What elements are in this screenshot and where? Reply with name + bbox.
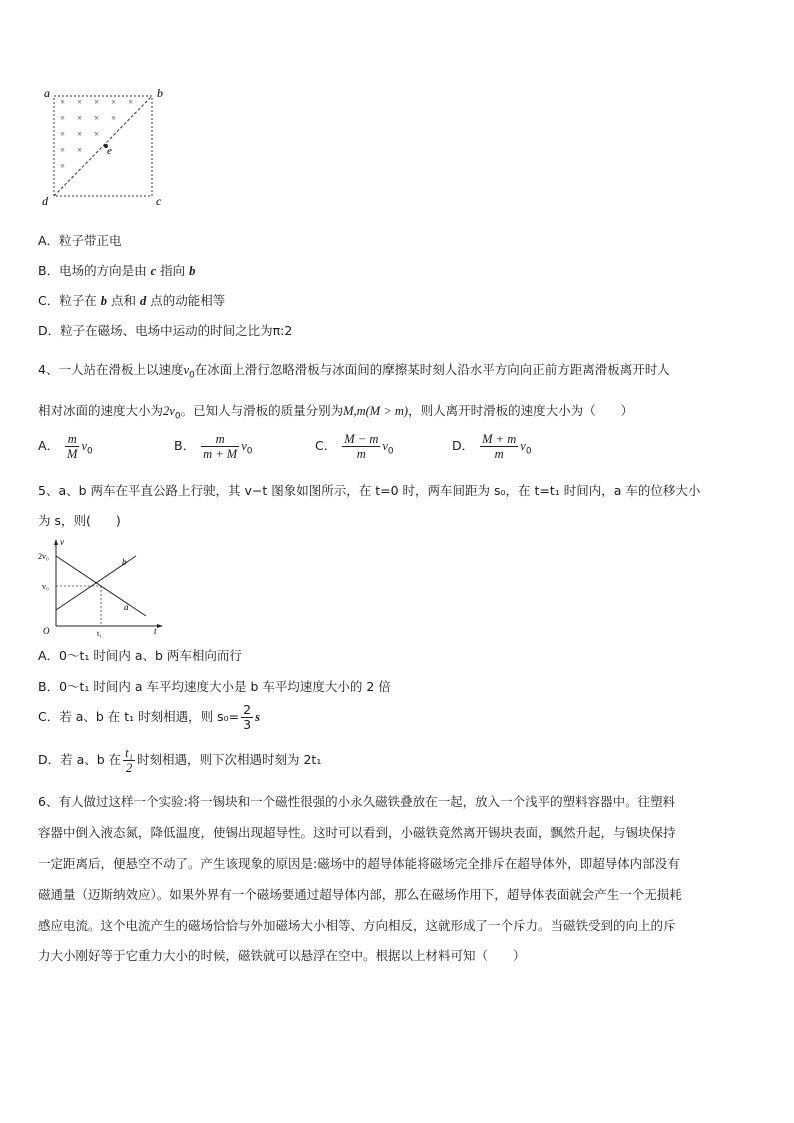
q5-option-d-den: 2 — [125, 761, 133, 775]
q4-option-c-v: v — [382, 439, 388, 453]
q5-line1: 5、a、b 两车在平直公路上行驶，其 v−t 图象如图所示，在 t=0 时，两车间距为 s₀，在 t=t₁ 时间内，a 车的位移大小 — [38, 483, 701, 498]
q4-option-b-num: m — [201, 432, 239, 447]
q6-line2: 容器中倒入液态氮，降低温度，使锡出现超导性。这时可以看到，小磁铁竟然离开锡块表面，飘然升起，与锡块保持 — [38, 825, 676, 840]
q4-line1-b: 在冰面上滑行忽略滑板与冰面间的摩擦某时刻人沿水平方向向正前方距离滑板离开时人 — [194, 362, 670, 377]
origin-label: O — [43, 626, 50, 636]
field-mark: × — [94, 97, 100, 107]
q4-masses: M,m(M > m) — [343, 404, 409, 418]
q5-option-b: B．0～t₁ 时间内 a 车平均速度大小是 b 车平均速度大小的 2 倍 — [38, 679, 391, 694]
q4-option-b-label: B． — [174, 438, 196, 453]
q4-option-d — [452, 432, 532, 461]
tick-v0: v₀ — [42, 582, 49, 591]
q5-option-d — [38, 746, 321, 775]
t-axis-arrow — [157, 624, 163, 628]
diagonal-line — [54, 96, 152, 196]
q4-speed-sub: 0 — [174, 411, 181, 422]
field-mark: × — [77, 129, 83, 139]
q5-option-d-num: t₁ — [125, 746, 133, 760]
q4-option-c — [315, 432, 394, 461]
q4-option-a-num: m — [65, 432, 79, 447]
q3-option-b-text: B．电场的方向是由 — [38, 263, 147, 278]
q5-option-c-num: 2 — [243, 702, 252, 717]
q6-line5: 感应电流。这个电流产生的磁场恰恰与外加磁场大小相等、方向相反，这就形成了一个斥力。当磁铁受到的向上的斥 — [38, 918, 676, 933]
tick-t1: t₁ — [97, 629, 103, 638]
corner-a-label: a — [44, 86, 50, 100]
q4-option-c-label: C． — [315, 438, 337, 453]
field-mark: × — [94, 129, 100, 139]
field-mark: × — [60, 113, 66, 123]
field-mark: × — [128, 97, 134, 107]
q4-option-a-den: M — [67, 447, 78, 461]
q5-option-c-den: 3 — [243, 717, 252, 732]
field-mark: × — [111, 113, 117, 123]
v-axis-label: v — [60, 537, 64, 547]
line-b-label: b — [122, 557, 127, 567]
q5-vt-graph — [36, 536, 168, 638]
q3-option-c-end: 点的动能相等 — [150, 293, 226, 308]
corner-d-label: d — [42, 194, 48, 208]
q4-line2-c: ，则人离开时滑板的速度大小为（ ） — [408, 403, 634, 418]
q6-line1: 6、有人做过这样一个实验:将一锡块和一个磁性很强的小永久磁铁叠放在一起，放入一个浅平的塑料容器中。往塑料 — [38, 794, 676, 809]
q5-option-d-b: 时刻相遇，则下次相遇时刻为 2t₁ — [137, 752, 322, 767]
figure-square-field — [36, 84, 172, 208]
q3-option-b-c: c — [150, 264, 157, 278]
q4-option-d-label: D． — [452, 438, 475, 453]
q5-option-c-s: s — [255, 710, 260, 724]
q6-line6: 力大小刚好等于它重力大小的时候，磁铁就可以悬浮在空中。根据以上材料可知（ ） — [38, 948, 526, 963]
q4-option-c-v-sub: 0 — [387, 446, 394, 457]
q4-option-a-v: v — [81, 439, 88, 453]
q6-line3: 一定距离后，便悬空不动了。产生该现象的原因是:磁场中的超导体能将磁场完全排斥在超导体外，即超导体内部没有 — [38, 856, 680, 871]
q4-option-d-den: m — [494, 447, 504, 461]
q4-option-a-label: A． — [38, 438, 60, 453]
q4-option-a — [38, 432, 93, 461]
field-mark: × — [111, 97, 117, 107]
q4-option-c-num: M − m — [344, 432, 379, 446]
field-mark: × — [60, 145, 66, 155]
field-mark: × — [60, 129, 66, 139]
field-mark: × — [77, 97, 83, 107]
q3-option-d: D．粒子在磁场、电场中运动的时间之比为π:2 — [38, 323, 293, 338]
field-mark: × — [94, 113, 100, 123]
line-a-label: a — [124, 602, 129, 612]
q3-option-c-text: C．粒子在 — [38, 293, 97, 308]
q4-option-a-v-sub: 0 — [87, 446, 93, 457]
tick-2v0: 2v₀ — [38, 552, 49, 561]
field-mark: × — [77, 113, 83, 123]
field-mark: × — [60, 161, 66, 171]
q4-speed: 2v — [163, 404, 175, 418]
q6-line4: 磁通量（迈斯纳效应）。如果外界有一个磁场要通过超导体内部，那么在磁场作用下，超导体表面就会产生一个无损耗 — [38, 887, 682, 902]
q4-option-b-den: m + M — [203, 447, 238, 461]
corner-c-label: c — [156, 194, 162, 208]
q5-option-a: A．0～t₁ 时间内 a、b 两车相向而行 — [38, 648, 242, 663]
field-mark: × — [60, 97, 66, 107]
q3-option-b — [38, 261, 195, 279]
t-axis-label: t — [154, 626, 157, 636]
field-mark: × — [77, 145, 83, 155]
q5-line2: 为 s，则( ) — [38, 513, 121, 528]
v-axis-arrow — [54, 539, 58, 545]
q4-option-d-v: v — [520, 439, 526, 453]
q3-option-b-b: b — [189, 264, 196, 278]
q3-option-c-d: d — [139, 294, 147, 308]
q4-v0: v — [183, 363, 190, 377]
q5-option-d-a: D．若 a、b 在 — [38, 752, 122, 767]
q4-line2 — [38, 401, 633, 422]
q4-option-b — [174, 432, 252, 461]
q4-option-b-v: v — [241, 439, 247, 453]
q4-v0-sub: 0 — [189, 370, 195, 381]
q5-option-c — [38, 703, 260, 732]
field-marks — [60, 97, 133, 171]
q4-line1 — [38, 360, 670, 381]
q4-option-d-v-sub: 0 — [525, 446, 532, 457]
corner-b-label: b — [157, 86, 163, 100]
q3-option-b-mid: 指向 — [160, 263, 186, 278]
q4-line2-b: 。已知人与滑板的质量分别为 — [180, 403, 344, 418]
q5-option-c-a: C．若 a、b 在 t₁ 时刻相遇，则 s₀= — [38, 709, 240, 724]
q3-option-c — [38, 291, 225, 309]
q4-line2-a: 相对冰面的速度大小为 — [38, 403, 164, 418]
q3-option-c-b: b — [100, 294, 107, 308]
q3-option-c-mid: 点和 — [110, 293, 136, 308]
q4-option-b-v-sub: 0 — [246, 446, 253, 457]
point-e-label: e — [107, 145, 112, 157]
q4-line1-a: 4、一人站在滑板上以速度 — [38, 362, 184, 377]
q3-option-a: A．粒子带正电 — [38, 233, 122, 248]
q4-option-c-den: m — [356, 447, 366, 461]
q4-option-d-num: M + m — [482, 432, 517, 446]
